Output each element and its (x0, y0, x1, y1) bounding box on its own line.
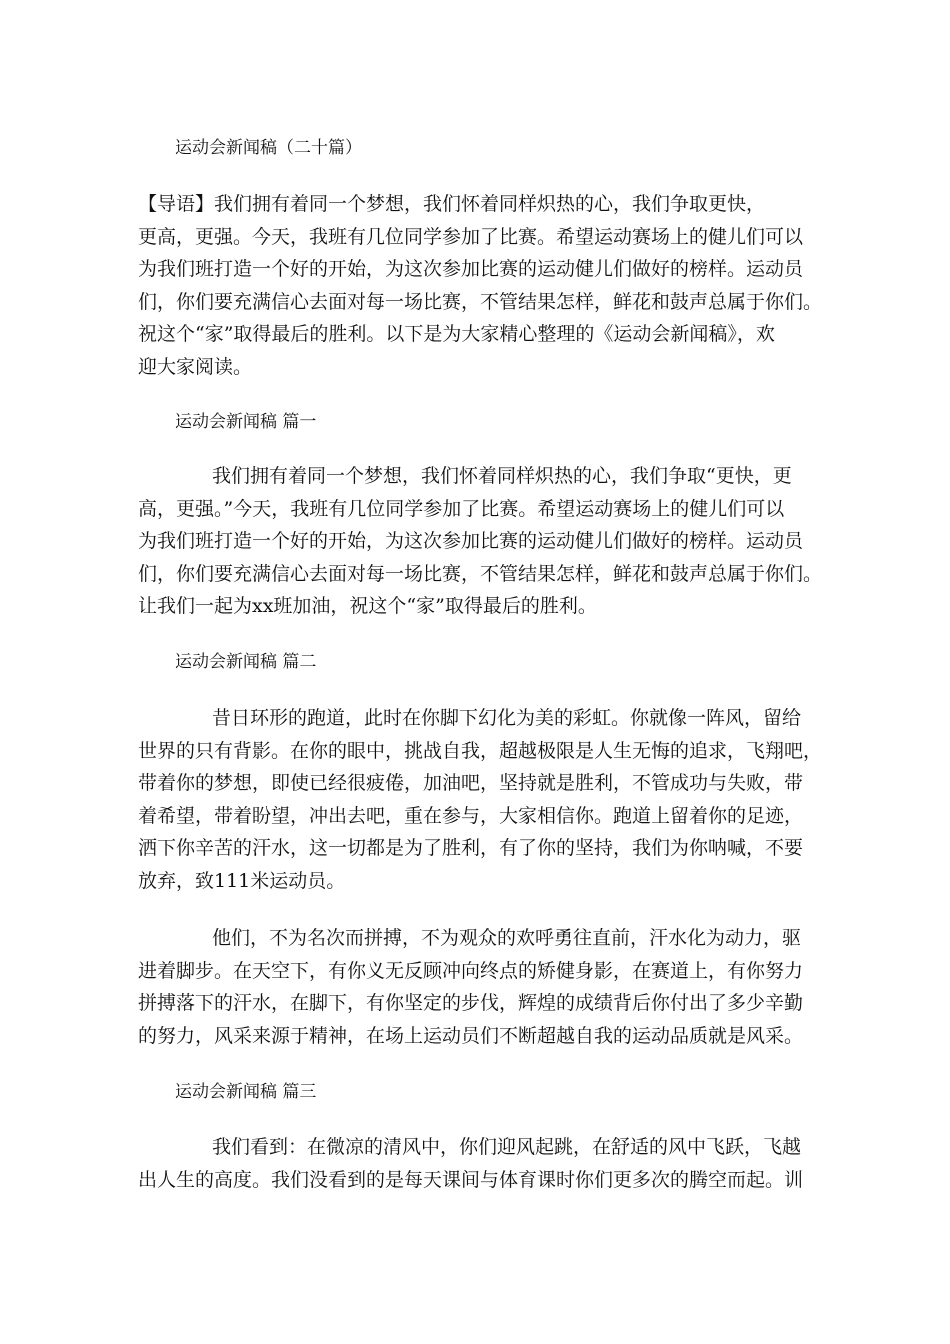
intro-line: 们，你们要充满信心去面对每一场比赛，不管结果怎样，鲜花和鼓声总属于你们。 (138, 290, 823, 313)
paragraph-line: 着希望，带着盼望，冲出去吧，重在参与，大家相信你。跑道上留着你的足迹， (138, 804, 804, 827)
section-heading-2: 运动会新闻稿 篇二 (175, 652, 317, 672)
intro-line: 祝这个“家”取得最后的胜利。以下是为大家精心整理的《运动会新闻稿》，欢 (138, 323, 775, 345)
paragraph-line: 昔日环形的跑道，此时在你脚下幻化为美的彩虹。你就像一阵风，留给 (212, 707, 802, 729)
section-2-paragraph-2 (138, 922, 818, 1052)
paragraph-line: 让我们一起为xx班加油，祝这个“家”取得最后的胜利。 (138, 595, 597, 617)
paragraph-line: 我们看到：在微凉的清风中，你们迎风起跳，在舒适的风中飞跃，飞越 (212, 1136, 802, 1158)
paragraph-line: 为我们班打造一个好的开始，为这次参加比赛的运动健儿们做好的榜样。运动员 (138, 530, 804, 552)
paragraph-line: 们，你们要充满信心去面对每一场比赛，不管结果怎样，鲜花和鼓声总属于你们。 (138, 562, 823, 585)
intro-line: 更高，更强。今天，我班有几位同学参加了比赛。希望运动赛场上的健儿们可以 (138, 225, 804, 248)
section-2-paragraph-1 (138, 702, 823, 897)
paragraph-line: 世界的只有背影。在你的眼中，挑战自我，超越极限是人生无悔的追求，飞翔吧， (138, 739, 823, 762)
paragraph-line: 洒下你辛苦的汗水，这一切都是为了胜利，有了你的坚持，我们为你呐喊，不要 (138, 837, 804, 859)
paragraph-line: 拼搏落下的汗水，在脚下，有你坚定的步伐，辉煌的成绩背后你付出了多少辛勤 (138, 992, 804, 1014)
paragraph-line: 他们，不为名次而拼搏，不为观众的欢呼勇往直前，汗水化为动力，驱 (212, 927, 802, 949)
section-1-paragraph-1 (138, 460, 823, 623)
intro-line: 为我们班打造一个好的开始，为这次参加比赛的运动健儿们做好的榜样。运动员 (138, 258, 804, 280)
paragraph-line: 的努力，风采来源于精神，在场上运动员们不断超越自我的运动品质就是风采。 (138, 1024, 804, 1047)
paragraph-line: 出人生的高度。我们没看到的是每天课间与体育课时你们更多次的腾空而起。训 (138, 1168, 804, 1191)
section-3-paragraph-1 (138, 1131, 818, 1196)
intro-line: 迎大家阅读。 (138, 355, 253, 378)
section-heading-3: 运动会新闻稿 篇三 (175, 1082, 317, 1102)
paragraph-line: 放弃，致111米运动员。 (138, 869, 346, 892)
paragraph-line: 进着脚步。在天空下，有你义无反顾冲向终点的矫健身影，在赛道上，有你努力 (138, 959, 804, 982)
section-heading-1: 运动会新闻稿 篇一 (175, 412, 317, 432)
intro-line: 【导语】我们拥有着同一个梦想，我们怀着同样炽热的心，我们争取更快， (138, 193, 766, 215)
paragraph-line: 高，更强。”今天，我班有几位同学参加了比赛。希望运动赛场上的健儿们可以 (138, 497, 785, 520)
intro-paragraph (138, 188, 823, 383)
document-title: 运动会新闻稿（二十篇） (175, 138, 362, 158)
paragraph-line: 带着你的梦想，即使已经很疲倦，加油吧，坚持就是胜利，不管成功与失败，带 (138, 772, 804, 794)
paragraph-line: 我们拥有着同一个梦想，我们怀着同样炽热的心，我们争取“更快，更 (212, 465, 792, 487)
